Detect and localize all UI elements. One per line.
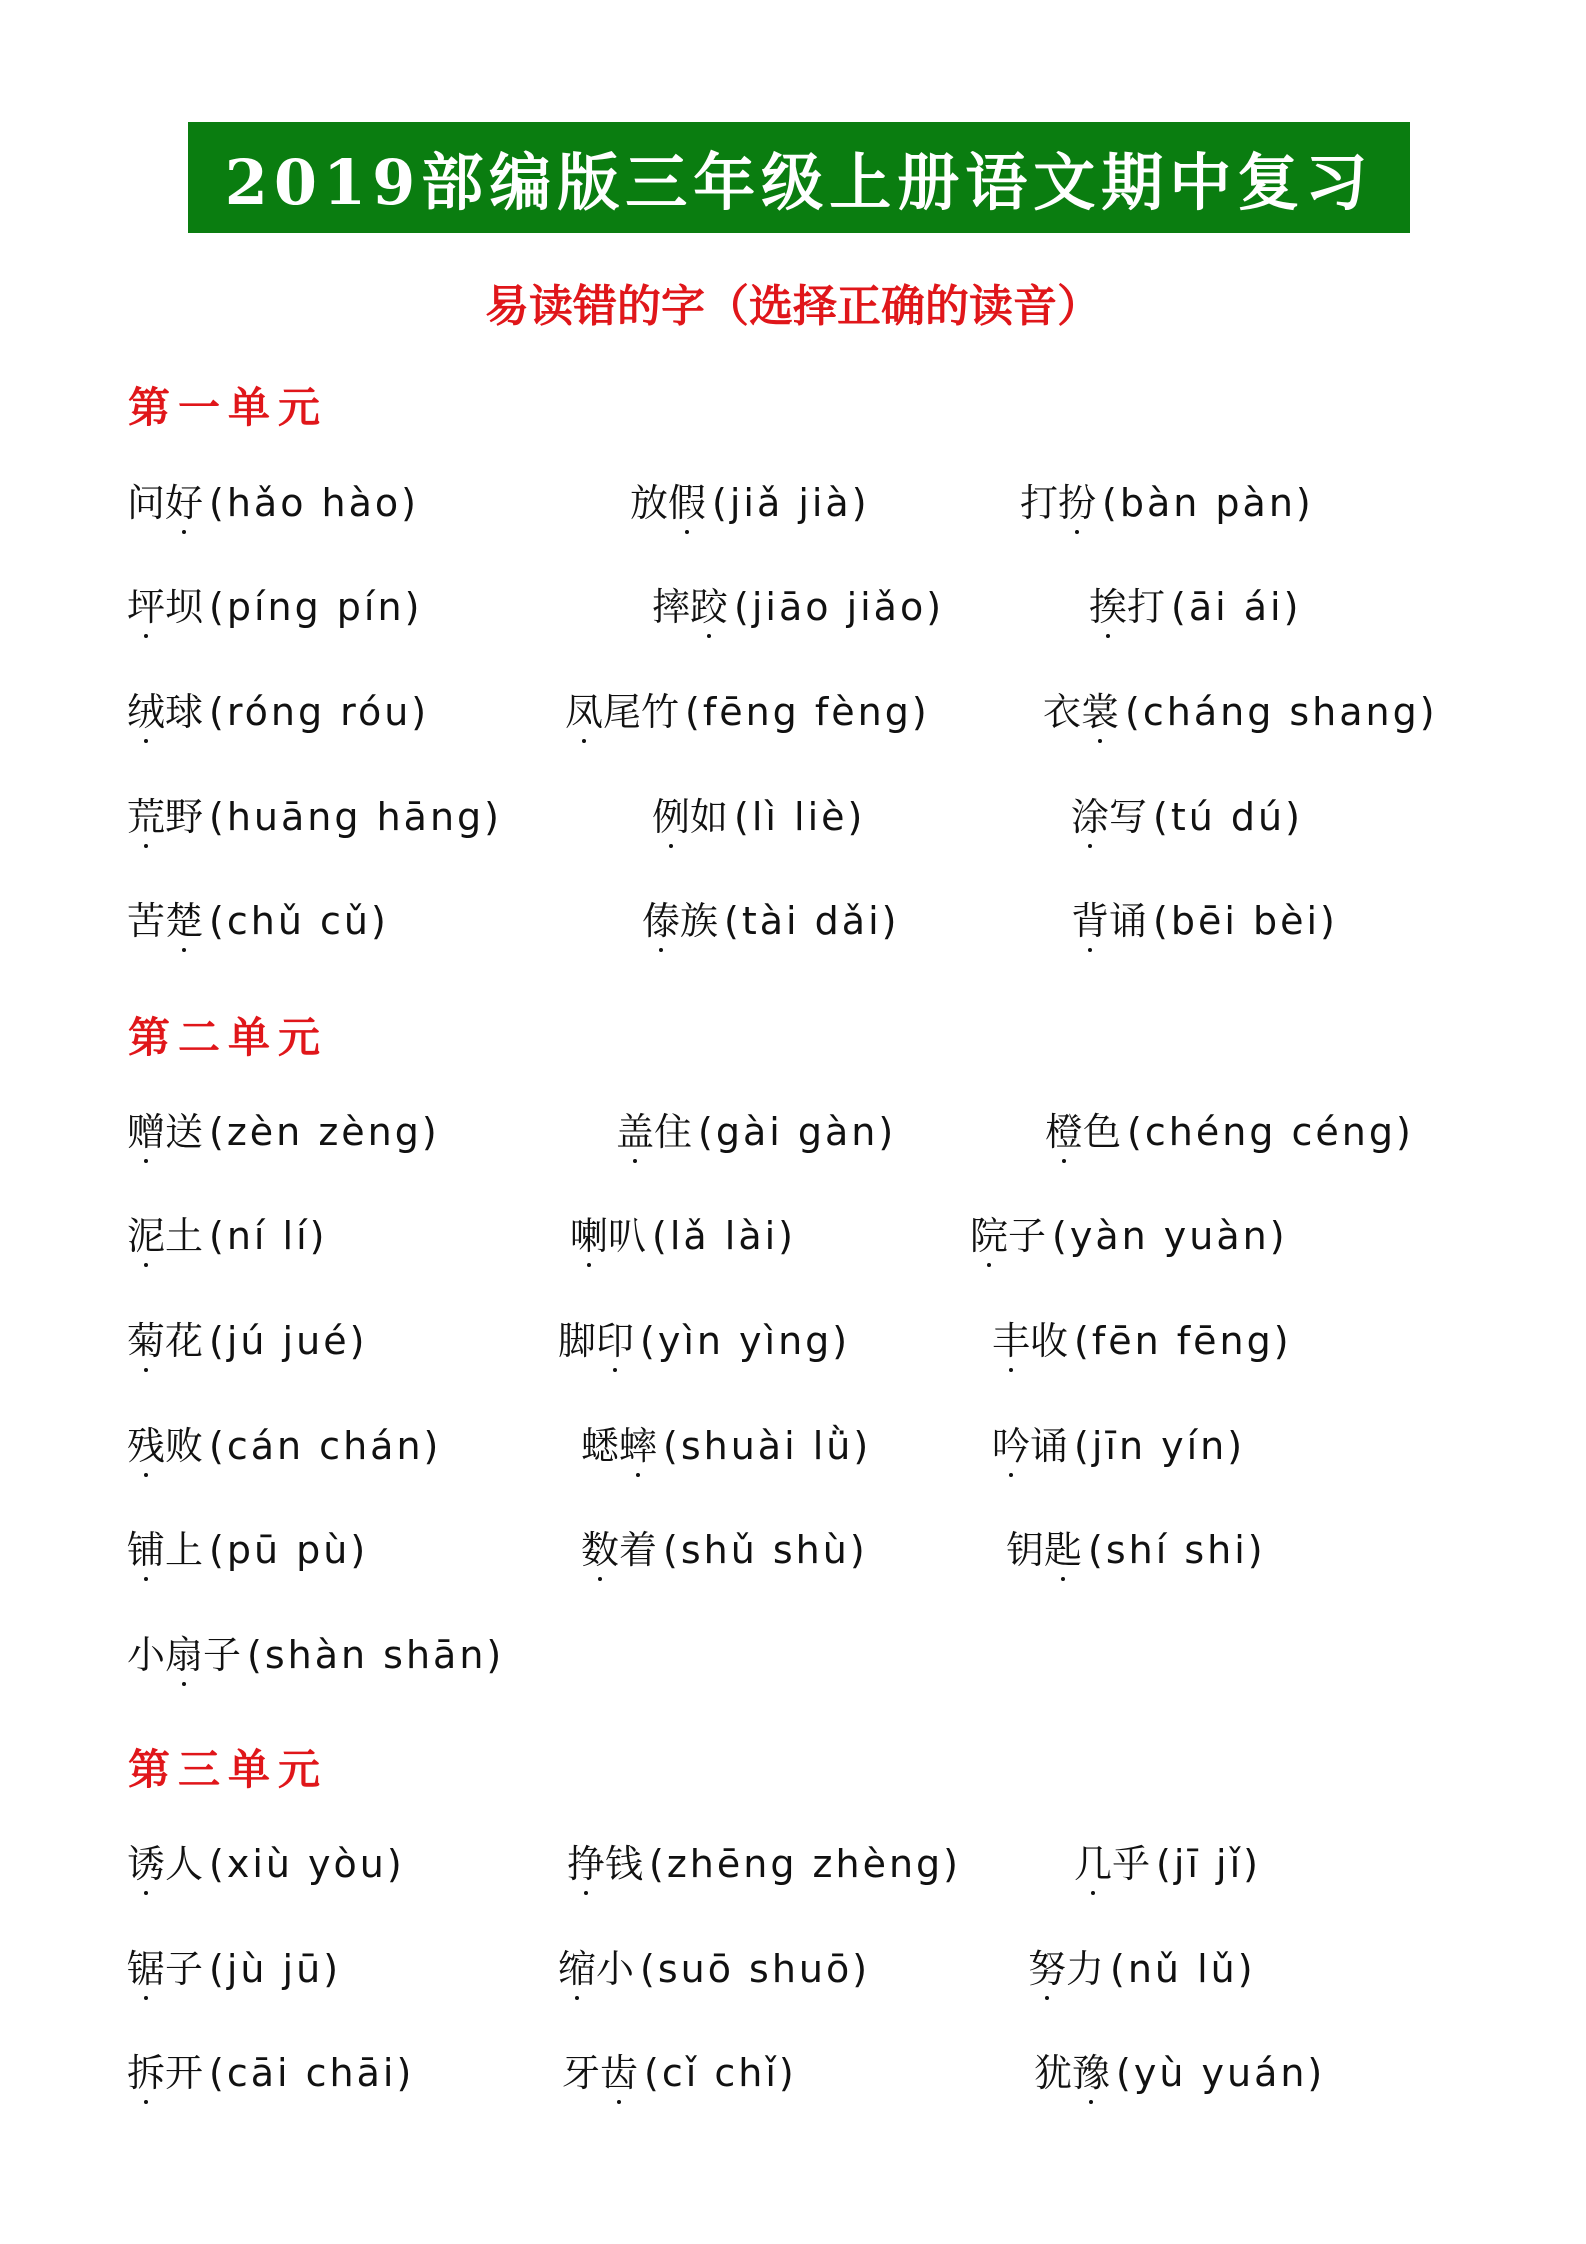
word: 摔跤	[652, 585, 729, 629]
word-item	[127, 687, 429, 737]
exercise-row	[0, 1421, 1586, 1481]
emphasis-dot-icon	[587, 1263, 591, 1267]
word-item	[127, 1839, 405, 1889]
exercise-row	[0, 1316, 1586, 1376]
word: 荒野	[127, 795, 204, 839]
word-wrapper	[630, 478, 706, 528]
emphasis-dot-icon	[182, 948, 186, 952]
pinyin-options: (hǎo hào)	[209, 481, 419, 525]
title-banner	[188, 122, 1410, 233]
word: 喇叭	[570, 1214, 647, 1258]
word-item	[1074, 1839, 1261, 1889]
word-wrapper	[992, 1316, 1068, 1366]
word-wrapper	[581, 1525, 657, 1575]
word-item	[127, 1316, 367, 1366]
word-wrapper	[127, 1107, 203, 1157]
word-wrapper	[558, 1944, 634, 1994]
exercise-row	[0, 896, 1586, 956]
pinyin-options: (bàn pàn)	[1102, 481, 1314, 525]
word-item	[127, 1107, 440, 1157]
word-wrapper	[1034, 2048, 1110, 2098]
pinyin-options: (fēn fēng)	[1074, 1319, 1292, 1363]
word: 凤尾竹	[565, 690, 680, 734]
word: 衣裳	[1043, 690, 1120, 734]
emphasis-dot-icon	[987, 1263, 991, 1267]
pinyin-options: (cháng shang)	[1125, 690, 1438, 734]
word-item	[581, 1525, 868, 1575]
emphasis-dot-icon	[1009, 1473, 1013, 1477]
pinyin-options: (píng pín)	[209, 585, 423, 629]
word-item	[127, 792, 502, 842]
exercise-row	[0, 2048, 1586, 2108]
word-wrapper	[127, 896, 203, 946]
emphasis-dot-icon	[1106, 634, 1110, 638]
word: 打扮	[1020, 481, 1097, 525]
exercise-row	[0, 1839, 1586, 1899]
word: 例如	[652, 795, 729, 839]
word-wrapper	[565, 687, 679, 737]
emphasis-dot-icon	[144, 1263, 148, 1267]
pinyin-options: (yìn yìng)	[640, 1319, 851, 1363]
pinyin-options: (yù yuán)	[1116, 2051, 1326, 2095]
emphasis-dot-icon	[1088, 844, 1092, 848]
word-wrapper	[992, 1421, 1068, 1471]
word-item	[992, 1316, 1292, 1366]
word: 努力	[1028, 1947, 1105, 1991]
word-wrapper	[616, 1107, 692, 1157]
pinyin-options: (āi ái)	[1171, 585, 1302, 629]
word: 挣钱	[567, 1842, 644, 1886]
word-wrapper	[558, 1316, 634, 1366]
word-wrapper	[127, 1316, 203, 1366]
word-wrapper	[970, 1211, 1046, 1261]
word: 苦楚	[127, 899, 204, 943]
pinyin-options: (pū pù)	[209, 1528, 369, 1572]
emphasis-dot-icon	[659, 948, 663, 952]
unit-heading: 第二单元	[128, 1013, 329, 1062]
word-wrapper	[127, 792, 203, 842]
word: 绒球	[127, 690, 204, 734]
word: 吟诵	[992, 1424, 1069, 1468]
word: 拆开	[127, 2051, 204, 2095]
word-item	[570, 1211, 796, 1261]
word: 盖住	[616, 1110, 693, 1154]
word-item	[1020, 478, 1314, 528]
word-item	[652, 792, 865, 842]
word-wrapper	[1043, 687, 1119, 737]
word-item	[1071, 792, 1303, 842]
word: 挨打	[1089, 585, 1166, 629]
emphasis-dot-icon	[144, 1996, 148, 2000]
word-wrapper	[1074, 1839, 1150, 1889]
word-wrapper	[1071, 896, 1147, 946]
word: 橙色	[1045, 1110, 1122, 1154]
word: 菊花	[127, 1319, 204, 1363]
page-title: 2019部编版三年级上册语文期中复习	[224, 146, 1374, 219]
word-item	[616, 1107, 896, 1157]
emphasis-dot-icon	[1061, 1577, 1065, 1581]
emphasis-dot-icon	[575, 1996, 579, 2000]
word: 傣族	[642, 899, 719, 943]
pinyin-options: (nǔ lǔ)	[1110, 1947, 1256, 1991]
emphasis-dot-icon	[669, 844, 673, 848]
word-item	[1071, 896, 1338, 946]
word: 问好	[127, 481, 204, 525]
word: 脚印	[558, 1319, 635, 1363]
emphasis-dot-icon	[685, 530, 689, 534]
pinyin-options: (jú jué)	[209, 1319, 368, 1363]
emphasis-dot-icon	[636, 1473, 640, 1477]
word-wrapper	[1071, 792, 1147, 842]
word: 诱人	[127, 1842, 204, 1886]
pinyin-options: (suō shuō)	[640, 1947, 871, 1991]
word-item	[127, 1630, 504, 1680]
word-wrapper	[581, 1421, 657, 1471]
word-item	[565, 687, 930, 737]
word-wrapper	[642, 896, 718, 946]
pinyin-options: (shàn shān)	[247, 1633, 505, 1677]
word: 丰收	[992, 1319, 1069, 1363]
word-wrapper	[652, 792, 728, 842]
pinyin-options: (tú dú)	[1153, 795, 1303, 839]
word-item	[1043, 687, 1438, 737]
word: 蟋蟀	[581, 1424, 658, 1468]
word-item	[567, 1839, 961, 1889]
emphasis-dot-icon	[144, 1577, 148, 1581]
word-item	[630, 478, 870, 528]
word: 铺上	[127, 1528, 204, 1572]
pinyin-options: (xiù yòu)	[209, 1842, 405, 1886]
exercise-row	[0, 1630, 1586, 1690]
pinyin-options: (yàn yuàn)	[1052, 1214, 1288, 1258]
word-wrapper	[127, 478, 203, 528]
word-item	[1028, 1944, 1256, 1994]
word-wrapper	[562, 2048, 638, 2098]
emphasis-dot-icon	[1091, 1891, 1095, 1895]
section-subtitle: 易读错的字（选择正确的读音）	[485, 281, 1101, 332]
pinyin-options: (róng róu)	[209, 690, 430, 734]
word-item	[642, 896, 899, 946]
pinyin-options: (shí shi)	[1088, 1528, 1266, 1572]
word-item	[127, 478, 419, 528]
pinyin-options: (zèn zèng)	[209, 1110, 440, 1154]
pinyin-options: (zhēng zhèng)	[649, 1842, 961, 1886]
pinyin-options: (chǔ cǔ)	[209, 899, 389, 943]
word-wrapper	[127, 1211, 203, 1261]
pinyin-options: (huāng hāng)	[209, 795, 502, 839]
word-item	[558, 1944, 870, 1994]
word: 赠送	[127, 1110, 204, 1154]
emphasis-dot-icon	[1075, 530, 1079, 534]
emphasis-dot-icon	[144, 1159, 148, 1163]
word: 背诵	[1071, 899, 1148, 943]
emphasis-dot-icon	[1098, 739, 1102, 743]
word-item	[127, 1525, 368, 1575]
word-item	[581, 1421, 871, 1471]
word-wrapper	[1006, 1525, 1082, 1575]
emphasis-dot-icon	[582, 739, 586, 743]
exercise-row	[0, 687, 1586, 747]
exercise-row	[0, 1944, 1586, 2004]
emphasis-dot-icon	[1062, 1159, 1066, 1163]
word-item	[1006, 1525, 1266, 1575]
word-item	[970, 1211, 1288, 1261]
emphasis-dot-icon	[613, 1368, 617, 1372]
pinyin-options: (bēi bèi)	[1153, 899, 1338, 943]
word-item	[127, 896, 389, 946]
emphasis-dot-icon	[144, 739, 148, 743]
word: 犹豫	[1034, 2051, 1111, 2095]
exercise-row	[0, 792, 1586, 852]
word: 小扇子	[127, 1633, 242, 1677]
emphasis-dot-icon	[633, 1159, 637, 1163]
word-item	[992, 1421, 1245, 1471]
emphasis-dot-icon	[598, 1577, 602, 1581]
word-item	[562, 2048, 797, 2098]
pinyin-options: (jiāo jiǎo)	[734, 585, 945, 629]
word-wrapper	[1020, 478, 1096, 528]
word: 缩小	[558, 1947, 635, 1991]
emphasis-dot-icon	[144, 844, 148, 848]
word-item	[127, 1211, 328, 1261]
word-wrapper	[127, 1630, 241, 1680]
emphasis-dot-icon	[144, 1891, 148, 1895]
emphasis-dot-icon	[1088, 948, 1092, 952]
emphasis-dot-icon	[584, 1891, 588, 1895]
pinyin-options: (jiǎ jià)	[712, 481, 870, 525]
word-item	[652, 582, 944, 632]
word: 放假	[630, 481, 707, 525]
pinyin-options: (cāi chāi)	[209, 2051, 415, 2095]
emphasis-dot-icon	[182, 530, 186, 534]
exercise-row	[0, 582, 1586, 642]
pinyin-options: (tài dǎi)	[724, 899, 900, 943]
word: 几乎	[1074, 1842, 1151, 1886]
word-item	[1045, 1107, 1414, 1157]
word-wrapper	[127, 582, 203, 632]
word: 院子	[970, 1214, 1047, 1258]
word-wrapper	[127, 687, 203, 737]
pinyin-options: (jīn yín)	[1074, 1424, 1246, 1468]
word: 钥匙	[1006, 1528, 1083, 1572]
pinyin-options: (gài gàn)	[698, 1110, 897, 1154]
word-wrapper	[570, 1211, 646, 1261]
word: 坪坝	[127, 585, 204, 629]
emphasis-dot-icon	[144, 1368, 148, 1372]
pinyin-options: (ní lí)	[209, 1214, 328, 1258]
word: 牙齿	[562, 2051, 639, 2095]
pinyin-options: (lì liè)	[734, 795, 866, 839]
word: 数着	[581, 1528, 658, 1572]
exercise-row	[0, 478, 1586, 538]
word-item	[1034, 2048, 1325, 2098]
word-wrapper	[652, 582, 728, 632]
unit-heading: 第三单元	[128, 1745, 329, 1794]
word: 残败	[127, 1424, 204, 1468]
emphasis-dot-icon	[144, 2100, 148, 2104]
word-wrapper	[127, 1421, 203, 1471]
word-wrapper	[127, 1525, 203, 1575]
pinyin-options: (jī jǐ)	[1156, 1842, 1261, 1886]
word-wrapper	[1089, 582, 1165, 632]
word-item	[558, 1316, 850, 1366]
word-wrapper	[1045, 1107, 1121, 1157]
exercise-row	[0, 1211, 1586, 1271]
word-wrapper	[127, 2048, 203, 2098]
exercise-row	[0, 1525, 1586, 1585]
word-wrapper	[567, 1839, 643, 1889]
word-item	[127, 1944, 341, 1994]
unit-heading: 第一单元	[128, 383, 329, 432]
emphasis-dot-icon	[182, 1682, 186, 1686]
emphasis-dot-icon	[1009, 1368, 1013, 1372]
emphasis-dot-icon	[144, 634, 148, 638]
word-wrapper	[127, 1839, 203, 1889]
word-wrapper	[1028, 1944, 1104, 1994]
pinyin-options: (shǔ shù)	[663, 1528, 868, 1572]
emphasis-dot-icon	[144, 1473, 148, 1477]
pinyin-options: (lǎ lài)	[652, 1214, 796, 1258]
pinyin-options: (chéng céng)	[1127, 1110, 1414, 1154]
pinyin-options: (jù jū)	[209, 1947, 342, 1991]
pinyin-options: (shuài lǜ)	[663, 1424, 872, 1468]
emphasis-dot-icon	[1045, 1996, 1049, 2000]
word-wrapper	[127, 1944, 203, 1994]
word-item	[127, 1421, 441, 1471]
word-item	[1089, 582, 1301, 632]
word: 涂写	[1071, 795, 1148, 839]
pinyin-options: (cán chán)	[209, 1424, 442, 1468]
exercise-row	[0, 1107, 1586, 1167]
emphasis-dot-icon	[617, 2100, 621, 2104]
word-item	[127, 582, 422, 632]
pinyin-options: (fēng fèng)	[685, 690, 930, 734]
pinyin-options: (cǐ chǐ)	[644, 2051, 797, 2095]
word: 泥土	[127, 1214, 204, 1258]
word: 锯子	[127, 1947, 204, 1991]
word-item	[127, 2048, 414, 2098]
emphasis-dot-icon	[707, 634, 711, 638]
emphasis-dot-icon	[1089, 2100, 1093, 2104]
